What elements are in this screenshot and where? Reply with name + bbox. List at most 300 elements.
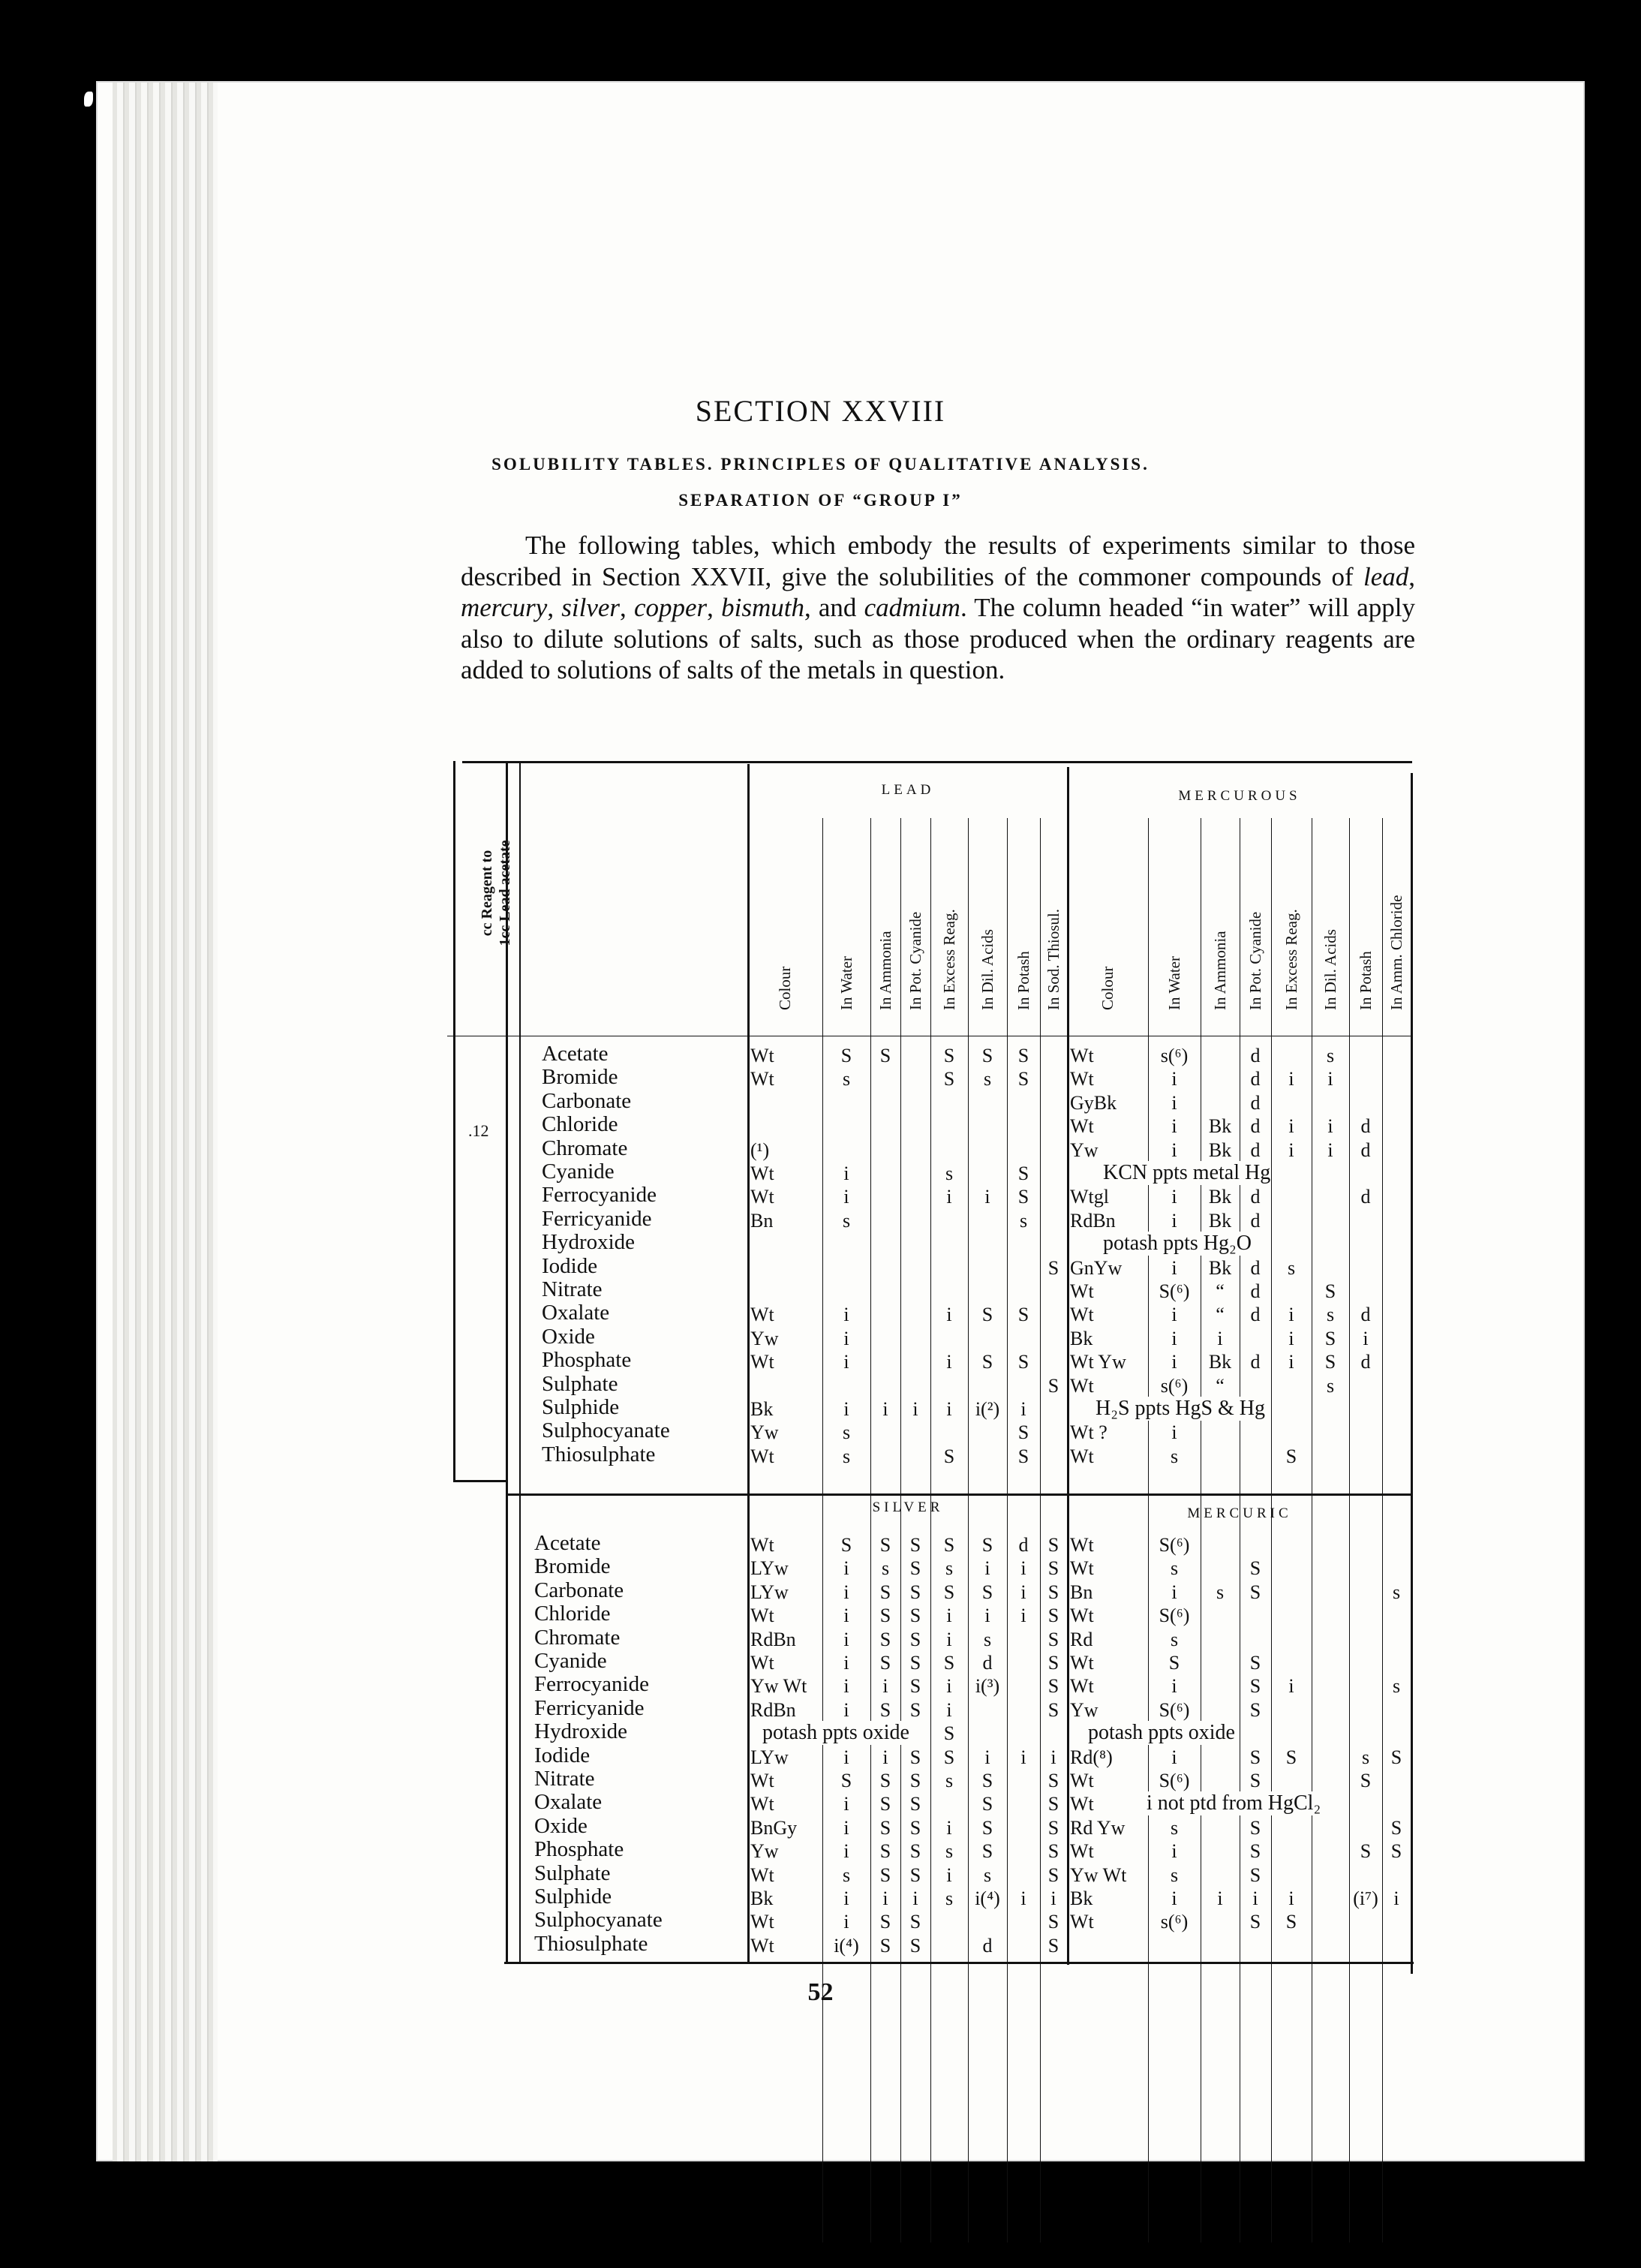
- silver-cell: Yw: [750, 1840, 779, 1863]
- silver-cell: s: [945, 1770, 954, 1791]
- silver-cell: S: [879, 1911, 891, 1933]
- silver-cell: S: [981, 1770, 993, 1791]
- silver-cell: S: [943, 1534, 955, 1556]
- silver-note-hydroxide: potash ppts oxide: [762, 1721, 909, 1745]
- silver-cell: S: [981, 1581, 993, 1603]
- silver-cell: i: [843, 1887, 849, 1909]
- mercuric-cell: Rd(⁸): [1070, 1746, 1113, 1768]
- compound-name: Carbonate: [542, 1088, 632, 1113]
- mercurous-col-header: Colour: [1099, 966, 1117, 1010]
- mercurous-cell: d: [1360, 1351, 1371, 1373]
- mercuric-cell: S: [1249, 1557, 1261, 1580]
- mercurous-note-hydroxide: potash ppts Hg₂O: [1103, 1232, 1252, 1256]
- mercuric-cell: Wt: [1070, 1534, 1094, 1556]
- mercurous-cell: Wt: [1070, 1304, 1094, 1326]
- silver-cell: i(⁴): [975, 1887, 1000, 1909]
- lead-cell: i: [882, 1398, 888, 1420]
- lead-col-header: In Pot. Cyanide: [906, 911, 924, 1010]
- mercurous-cell: d: [1360, 1186, 1371, 1208]
- silver-cell: i: [843, 1675, 849, 1698]
- lead-cell: S: [1017, 1186, 1029, 1208]
- silver-cell: S: [1047, 1840, 1059, 1863]
- mercurous-col-header: In Amm. Chloride: [1387, 895, 1405, 1010]
- merc-col-rule: [1382, 818, 1383, 2242]
- silver-cell: i: [946, 1675, 952, 1698]
- group-header-lead: LEAD: [881, 782, 935, 798]
- lead-cell: i: [912, 1398, 918, 1420]
- silver-cell: S: [1047, 1652, 1059, 1674]
- mercuric-cell: i: [1217, 1887, 1223, 1909]
- mercurous-cell: d: [1250, 1115, 1261, 1138]
- mercurous-note-sulphide: H₂S ppts HgS & Hg: [1096, 1397, 1266, 1420]
- mercurous-cell: d: [1250, 1304, 1261, 1326]
- silver-cell: S: [909, 1793, 921, 1815]
- mercurous-cell: GyBk: [1070, 1091, 1117, 1114]
- mercurous-cell: d: [1250, 1351, 1261, 1373]
- mercuric-cell: s: [1170, 1863, 1179, 1886]
- compound-name: Phosphate: [542, 1348, 632, 1373]
- compound-name: Ferricyanide: [542, 1206, 652, 1231]
- mercurous-cell: Bk: [1208, 1115, 1232, 1138]
- lead-cell: i: [843, 1398, 849, 1420]
- mercuric-cell: S: [1285, 1911, 1297, 1933]
- compound-name: Carbonate: [534, 1578, 624, 1602]
- silver-cell: S: [879, 1534, 891, 1556]
- group-header-mercuric: MERCURIC: [1187, 1505, 1292, 1521]
- lead-cell: i: [946, 1398, 952, 1420]
- lead-cell: S: [943, 1045, 955, 1066]
- mercuric-cell: Wt: [1070, 1793, 1094, 1815]
- compound-name: Oxalate: [534, 1790, 603, 1815]
- lead-col-header: In Excess Reag.: [940, 909, 958, 1010]
- silver-cell: S: [879, 1770, 891, 1791]
- silver-cell: S: [909, 1770, 921, 1791]
- mercurous-cell: Bk: [1208, 1139, 1232, 1161]
- mercurous-cell: i: [1171, 1351, 1177, 1373]
- mercuric-cell: i: [1393, 1887, 1399, 1909]
- mercurous-cell: d: [1250, 1256, 1261, 1279]
- silver-cell: i: [1020, 1605, 1026, 1627]
- silver-cell: i: [1050, 1887, 1056, 1909]
- silver-cell: S: [879, 1581, 891, 1603]
- mercuric-cell: s: [1361, 1746, 1370, 1768]
- lead-cell: i: [843, 1351, 849, 1373]
- lead-cell: i: [946, 1304, 952, 1326]
- mercuric-cell: S: [1249, 1675, 1261, 1698]
- mercurous-cell: S: [1324, 1351, 1336, 1373]
- mercurous-col-header: In Dil. Acids: [1321, 929, 1339, 1010]
- lead-cell: Wt: [750, 1186, 774, 1208]
- group-header-mercurous: MERCUROUS: [1178, 788, 1301, 804]
- silver-cell: LYw: [750, 1557, 789, 1580]
- silver-cell: i: [984, 1605, 990, 1627]
- mercuric-cell: S: [1249, 1581, 1261, 1603]
- mercuric-cell: S: [1249, 1770, 1261, 1791]
- side-header-line1: cc Reagent to: [479, 850, 495, 937]
- silver-cell: S: [1047, 1863, 1059, 1886]
- silver-cell: S: [943, 1581, 955, 1603]
- mercurous-cell: S(⁶): [1159, 1280, 1190, 1302]
- silver-cell: S: [909, 1698, 921, 1721]
- subtitle-separation: SEPARATION OF “GROUP I”: [678, 491, 963, 510]
- mercurous-col-header: In Potash: [1357, 951, 1375, 1010]
- mercuric-cell: S(⁶): [1159, 1605, 1190, 1627]
- silver-cell: i: [912, 1887, 918, 1909]
- mercuric-cell: S: [1249, 1652, 1261, 1674]
- silver-cell: S: [1047, 1605, 1059, 1627]
- silver-cell: RdBn: [750, 1628, 796, 1650]
- side-header-line2: 1cc Lead acetate: [497, 840, 513, 946]
- lead-cell: s: [945, 1163, 954, 1184]
- silver-cell: d: [982, 1934, 993, 1957]
- compound-name: Nitrate: [542, 1277, 603, 1301]
- mercurous-cell: s(⁶): [1160, 1374, 1189, 1397]
- lead-col-header: In Water: [837, 956, 855, 1010]
- lead-cell: i: [843, 1304, 849, 1326]
- lead-cell: Wt: [750, 1163, 774, 1184]
- silver-cell: S: [840, 1534, 852, 1556]
- silver-cell: s: [945, 1840, 954, 1863]
- mercurous-cell: Wt: [1070, 1045, 1094, 1066]
- mercurous-cell: Bk: [1208, 1186, 1232, 1208]
- mercurous-cell: Yw: [1070, 1139, 1099, 1161]
- lead-cell: i: [946, 1186, 952, 1208]
- compound-name: Sulphocyanate: [534, 1908, 663, 1933]
- silver-cell: RdBn: [750, 1698, 796, 1721]
- lead-cell: S: [1047, 1374, 1059, 1397]
- mercuric-cell: s: [1170, 1816, 1179, 1839]
- silver-cell: S: [1047, 1628, 1059, 1650]
- silver-cell: s: [842, 1863, 851, 1886]
- lead-cell: S: [1017, 1068, 1029, 1090]
- mercuric-cell: i: [1171, 1581, 1177, 1603]
- mercurous-cell: i: [1171, 1421, 1177, 1444]
- silver-cell: S: [909, 1628, 921, 1650]
- mercuric-cell: S: [1360, 1770, 1372, 1791]
- lead-cell: i(²): [975, 1398, 1000, 1420]
- silver-cell: d: [1018, 1534, 1029, 1556]
- lead-cell: S: [981, 1351, 993, 1373]
- silver-cell: Wt: [750, 1934, 774, 1957]
- silver-cell: i: [984, 1746, 990, 1768]
- mercurous-cell: i: [1171, 1068, 1177, 1090]
- silver-cell: S: [909, 1581, 921, 1603]
- mercurous-col-header: In Water: [1165, 956, 1183, 1010]
- lead-col-rule: [968, 818, 969, 2242]
- silver-cell: i: [946, 1628, 952, 1650]
- mercurous-note-cyanide: KCN ppts metal Hg: [1103, 1161, 1271, 1184]
- lead-cell: s: [1019, 1209, 1028, 1232]
- side-value: .12: [468, 1121, 489, 1140]
- lead-col-rule: [822, 818, 823, 2242]
- section-title: SECTION XXVIII: [695, 394, 946, 428]
- mercurous-cell: i: [1171, 1304, 1177, 1326]
- mercuric-cell: s: [1170, 1628, 1179, 1650]
- silver-cell: i: [882, 1746, 888, 1768]
- mercuric-cell: Rd: [1070, 1628, 1093, 1650]
- lead-cell: i: [843, 1186, 849, 1208]
- compound-name: Iodide: [542, 1253, 598, 1278]
- mercurous-col-header: In Pot. Cyanide: [1246, 911, 1264, 1010]
- lead-cell: i: [843, 1327, 849, 1349]
- mercurous-cell: s: [1326, 1374, 1335, 1397]
- mercurous-cell: Bk: [1208, 1209, 1232, 1232]
- mercurous-cell: S: [1324, 1327, 1336, 1349]
- mercurous-cell: d: [1250, 1280, 1261, 1302]
- silver-cell: S: [909, 1534, 921, 1556]
- compound-name: Sulphocyanate: [542, 1418, 670, 1443]
- mercurous-cell: Wtgl: [1070, 1186, 1109, 1208]
- mercuric-cell: Yw Wt: [1070, 1863, 1127, 1886]
- silver-cell: S: [943, 1746, 955, 1768]
- mercuric-cell: Rd Yw: [1070, 1816, 1126, 1839]
- compound-name: Ferrocyanide: [542, 1183, 657, 1208]
- mercurous-cell: d: [1250, 1139, 1261, 1161]
- mercurous-cell: i: [1171, 1115, 1177, 1138]
- mercurous-cell: i: [1217, 1327, 1223, 1349]
- silver-cell: S: [1047, 1793, 1059, 1815]
- silver-cell: i: [946, 1698, 952, 1721]
- mercurous-cell: i: [1288, 1327, 1294, 1349]
- silver-cell: Bk: [750, 1887, 774, 1909]
- lead-col-header: In Dil. Acids: [978, 929, 996, 1010]
- compound-name: Chloride: [542, 1112, 618, 1137]
- compound-name: Bromide: [534, 1554, 611, 1579]
- mercurous-cell: i: [1171, 1327, 1177, 1349]
- silver-cell: S: [879, 1863, 891, 1886]
- silver-cell: s: [983, 1628, 992, 1650]
- compound-name: Oxalate: [542, 1301, 610, 1325]
- lead-col-rule: [930, 818, 931, 2242]
- compound-name: Thiosulphate: [534, 1931, 648, 1956]
- mercuric-note-hydroxide: potash ppts oxide: [1088, 1721, 1235, 1745]
- silver-cell: s: [945, 1887, 954, 1909]
- silver-cell: i(⁴): [834, 1934, 859, 1957]
- compound-name: Sulphide: [542, 1395, 620, 1419]
- lead-cell: s: [983, 1068, 992, 1090]
- lead-cell: Wt: [750, 1068, 774, 1090]
- table-left-outer: [453, 761, 455, 1481]
- silver-cell: LYw: [750, 1746, 789, 1768]
- lead-col-rule: [1040, 818, 1041, 2242]
- silver-cell: S: [1047, 1534, 1059, 1556]
- silver-cell: Wt: [750, 1863, 774, 1886]
- mercuric-cell: S: [1249, 1840, 1261, 1863]
- compound-name: Hydroxide: [542, 1230, 636, 1255]
- lead-cell: S: [879, 1045, 891, 1066]
- lead-cell: s: [842, 1068, 851, 1090]
- compound-name: Iodide: [534, 1743, 591, 1767]
- mercuric-cell: Yw: [1070, 1698, 1099, 1721]
- silver-cell: BnGy: [750, 1816, 798, 1839]
- silver-cell: i: [843, 1911, 849, 1933]
- mercurous-cell: Bk: [1208, 1351, 1232, 1373]
- silver-cell: i: [1020, 1581, 1026, 1603]
- mercurous-cell: d: [1360, 1115, 1371, 1138]
- mercuric-cell: S: [1249, 1911, 1261, 1933]
- silver-cell: i: [946, 1816, 952, 1839]
- mercuric-cell: S: [1285, 1746, 1297, 1768]
- silver-cell: i: [843, 1840, 849, 1863]
- compound-name: Chloride: [534, 1602, 611, 1626]
- merc-col-rule: [1271, 818, 1272, 2242]
- mercurous-cell: Wt: [1070, 1068, 1094, 1090]
- mercuric-cell: S: [1390, 1746, 1402, 1768]
- silver-cell: i: [946, 1863, 952, 1886]
- compound-name: Sulphate: [534, 1860, 611, 1885]
- group-header-silver: SILVER: [872, 1499, 944, 1515]
- mercurous-cell: s: [1326, 1045, 1335, 1066]
- lead-cell: Wt: [750, 1445, 774, 1467]
- mercurous-col-header: In Ammonia: [1211, 931, 1229, 1010]
- compound-name: Chromate: [542, 1136, 628, 1160]
- silver-cell: s: [945, 1557, 954, 1580]
- silver-cell: S: [840, 1770, 852, 1791]
- mercurous-cell: Wt: [1070, 1280, 1094, 1302]
- mercurous-cell: i: [1288, 1139, 1294, 1161]
- mercurous-cell: i: [1288, 1068, 1294, 1090]
- mercuric-cell: S: [1390, 1816, 1402, 1839]
- silver-cell: i: [843, 1557, 849, 1580]
- mercurous-cell: Wt: [1070, 1115, 1094, 1138]
- lead-cell: Bk: [750, 1398, 774, 1420]
- mercurous-cell: i: [1327, 1068, 1333, 1090]
- table-top-rule: [462, 761, 1412, 763]
- lead-cell: S: [1047, 1256, 1059, 1279]
- lead-col-header: Colour: [776, 966, 794, 1010]
- lead-cell: Yw: [750, 1421, 779, 1444]
- page-number: 52: [807, 1978, 834, 2006]
- mercurous-cell: Wt: [1070, 1374, 1094, 1397]
- mercuric-cell: i: [1288, 1887, 1294, 1909]
- silver-cell: i: [843, 1793, 849, 1815]
- mercurous-cell: “: [1216, 1304, 1225, 1326]
- mercurous-cell: i: [1288, 1304, 1294, 1326]
- mercurous-cell: i: [1327, 1115, 1333, 1138]
- mercuric-cell: S: [1390, 1840, 1402, 1863]
- mercurous-cell: i: [1288, 1115, 1294, 1138]
- compound-name: Sulphate: [542, 1371, 618, 1396]
- table-inner-left: [519, 761, 521, 1962]
- silver-cell: i: [843, 1746, 849, 1768]
- silver-cell: S: [879, 1816, 891, 1839]
- table-lead-merc-col: [1067, 767, 1069, 1965]
- table-compound-col: [747, 764, 750, 1962]
- mercuric-cell: S(⁶): [1159, 1698, 1190, 1721]
- silver-cell: S: [909, 1746, 921, 1768]
- silver-cell: S: [879, 1840, 891, 1863]
- silver-cell: S: [879, 1652, 891, 1674]
- silver-cell: S: [1047, 1581, 1059, 1603]
- lead-cell: i: [843, 1163, 849, 1184]
- silver-cell: S: [981, 1816, 993, 1839]
- mercurous-cell: i: [1171, 1209, 1177, 1232]
- mercuric-cell: S: [1168, 1652, 1180, 1674]
- compound-name: Phosphate: [534, 1837, 624, 1862]
- silver-cell: i: [1020, 1887, 1026, 1909]
- mercurous-cell: S: [1324, 1280, 1336, 1302]
- mercurous-cell: d: [1250, 1091, 1261, 1114]
- compound-name: Thiosulphate: [542, 1442, 656, 1466]
- mercurous-cell: i: [1363, 1327, 1369, 1349]
- silver-cell: Wt: [750, 1770, 774, 1791]
- lead-cell: Yw: [750, 1327, 779, 1349]
- compound-name: Acetate: [542, 1042, 609, 1066]
- silver-cell: S: [1047, 1698, 1059, 1721]
- lead-col-rule: [870, 818, 871, 2242]
- lead-cell: S: [1017, 1421, 1029, 1444]
- silver-cell: S: [909, 1652, 921, 1674]
- lead-cell: s: [842, 1445, 851, 1467]
- silver-cell: i: [843, 1605, 849, 1627]
- mercuric-cell: S: [1249, 1698, 1261, 1721]
- lead-cell: Wt: [750, 1304, 774, 1326]
- silver-cell: S: [909, 1557, 921, 1580]
- mercuric-cell: (i⁷): [1353, 1887, 1378, 1909]
- mercuric-cell: i: [1288, 1675, 1294, 1698]
- lead-cell: i: [984, 1186, 990, 1208]
- mercuric-cell: s: [1216, 1581, 1225, 1603]
- table-mid-rule: [506, 1493, 1412, 1496]
- lead-cell: S: [1017, 1045, 1029, 1066]
- mercuric-cell: s(⁶): [1160, 1911, 1189, 1933]
- mercurous-cell: d: [1250, 1068, 1261, 1090]
- mercurous-col-header: In Excess Reag.: [1282, 909, 1300, 1010]
- mercurous-cell: i: [1327, 1139, 1333, 1161]
- compound-name: Sulphide: [534, 1884, 612, 1909]
- lead-cell: Wt: [750, 1351, 774, 1373]
- silver-cell: S: [1047, 1911, 1059, 1933]
- silver-cell: i: [882, 1675, 888, 1698]
- mercurous-cell: Wt: [1070, 1445, 1094, 1467]
- mercuric-cell: Bn: [1070, 1581, 1093, 1603]
- mercuric-cell: Wt: [1070, 1840, 1094, 1863]
- mercuric-cell: S: [1360, 1840, 1372, 1863]
- mercurous-cell: d: [1250, 1209, 1261, 1232]
- mercurous-cell: s: [1287, 1256, 1296, 1279]
- mercuric-cell: i: [1171, 1840, 1177, 1863]
- silver-cell: S: [909, 1605, 921, 1627]
- mercurous-cell: i: [1171, 1256, 1177, 1279]
- silver-cell: s: [983, 1863, 992, 1886]
- mercuric-cell: S: [1249, 1863, 1261, 1886]
- silver-cell: S: [1047, 1816, 1059, 1839]
- silver-cell: i: [843, 1698, 849, 1721]
- mercuric-cell: s: [1170, 1557, 1179, 1580]
- lead-cell: i: [946, 1351, 952, 1373]
- silver-cell: S: [879, 1628, 891, 1650]
- lead-cell: Wt: [750, 1045, 774, 1066]
- silver-cell: S: [909, 1675, 921, 1698]
- lead-cell: S: [1017, 1304, 1029, 1326]
- mercuric-cell: Bk: [1070, 1887, 1093, 1909]
- mercuric-note-oxalate: i not ptd from HgCl₂: [1147, 1791, 1321, 1815]
- lead-cell: i: [1020, 1398, 1026, 1420]
- corner-mark: [84, 92, 93, 107]
- silver-cell: S: [909, 1934, 921, 1957]
- mercurous-cell: S: [1285, 1445, 1297, 1467]
- compound-name: Ferrocyanide: [534, 1672, 649, 1697]
- silver-cell: i: [882, 1887, 888, 1909]
- lead-cell: s: [842, 1421, 851, 1444]
- mercurous-cell: “: [1216, 1374, 1225, 1397]
- silver-cell: S: [981, 1840, 993, 1863]
- mercurous-cell: d: [1360, 1139, 1371, 1161]
- silver-cell: Wt: [750, 1911, 774, 1933]
- silver-cell: S: [909, 1911, 921, 1933]
- mercuric-cell: S(⁶): [1159, 1770, 1190, 1791]
- silver-cell: S: [943, 1652, 955, 1674]
